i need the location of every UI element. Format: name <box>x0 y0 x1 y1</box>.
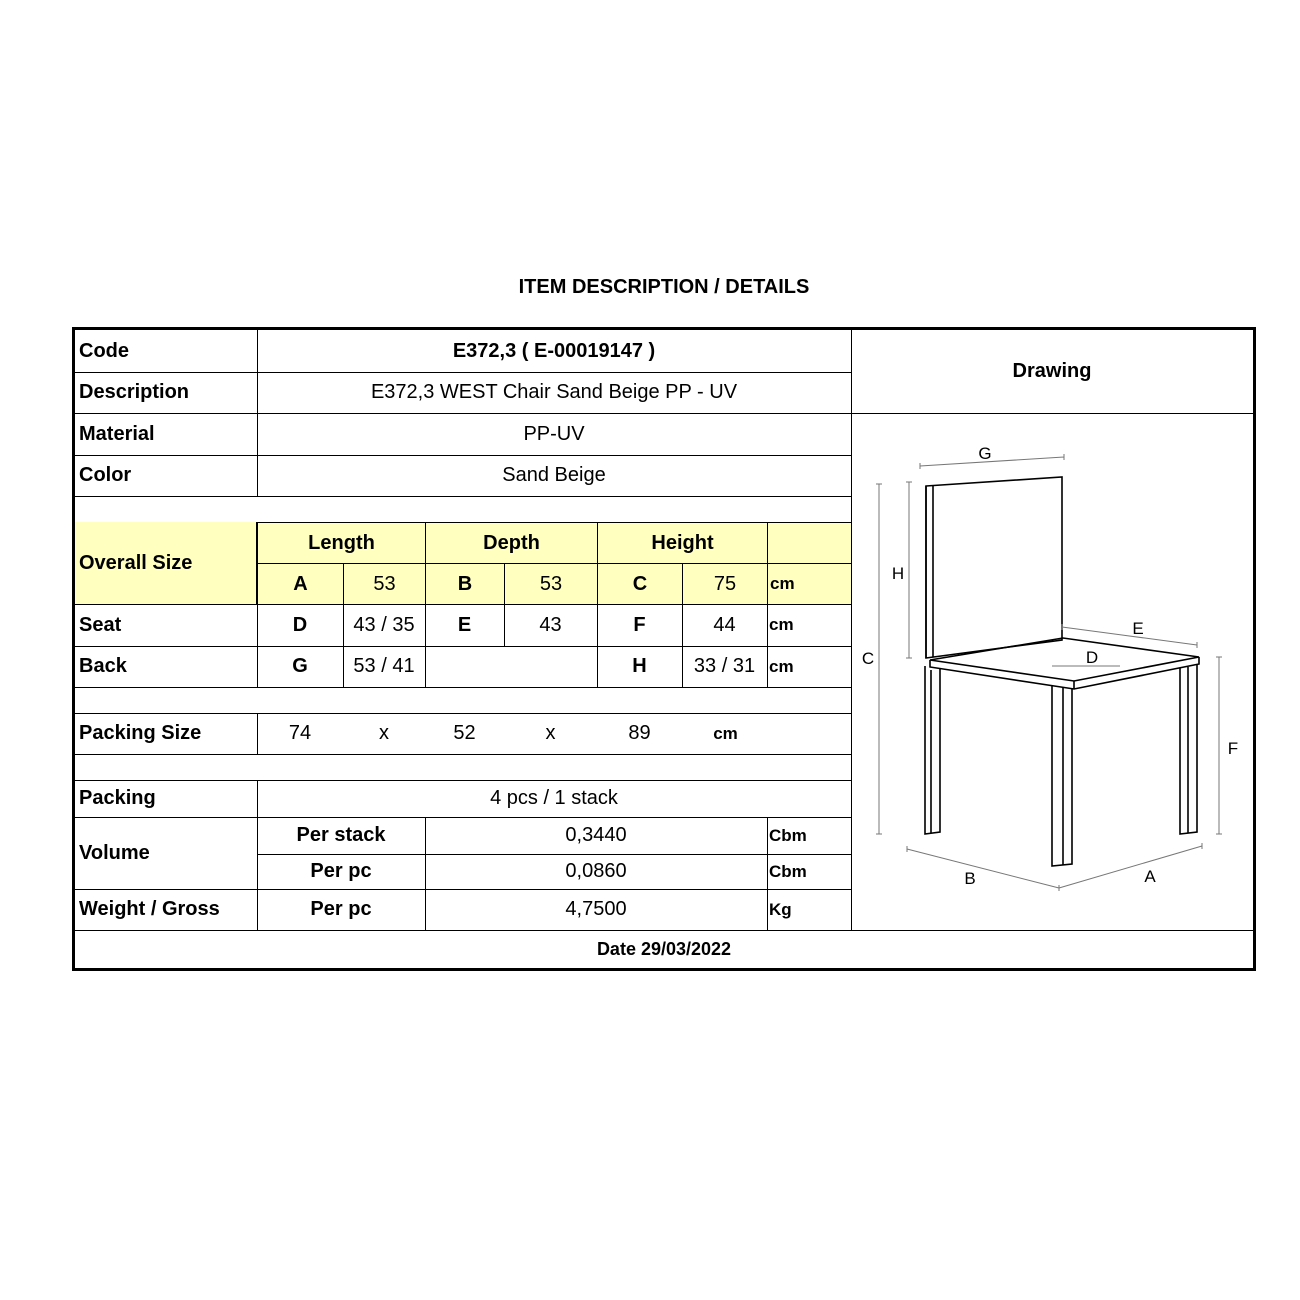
drawing-label-h: H <box>891 564 905 583</box>
dim-h-letter: H <box>632 655 647 677</box>
dim-c-letter: C <box>598 564 682 604</box>
back-label: Back <box>79 655 127 677</box>
packing-length: 74 <box>288 722 312 744</box>
weight-per-pc-label: Per pc <box>310 898 372 920</box>
dim-h-value: 33 / 31 <box>693 655 756 677</box>
dimension-line-e <box>1062 624 1197 648</box>
per-pc-unit: Cbm <box>769 861 807 881</box>
packing-x-separator: x <box>545 722 556 744</box>
overall-unit: cm <box>768 564 851 604</box>
chair-seat <box>930 638 1199 681</box>
dim-g-letter: G <box>292 655 308 677</box>
packing-x-separator: x <box>379 722 389 744</box>
material-value: PP-UV <box>523 422 585 445</box>
material-label: Material <box>79 422 155 445</box>
date-footer: Date 29/03/2022 <box>596 938 732 959</box>
weight-value: 4,7500 <box>565 898 627 920</box>
code-value: E372,3 ( E-00019147 ) <box>452 339 656 362</box>
per-pc-volume: 0,0860 <box>565 860 627 882</box>
packing-value: 4 pcs / 1 stack <box>490 787 618 809</box>
drawing-label-c: C <box>861 649 875 668</box>
dimension-line-a <box>1059 843 1202 888</box>
dim-f-value: 44 <box>713 613 736 636</box>
dim-e-value: 43 <box>539 613 562 636</box>
per-pc-label: Per pc <box>310 860 372 882</box>
dim-f-letter: F <box>633 613 646 636</box>
dim-d-value: 43 / 35 <box>353 613 415 636</box>
drawing-label-a: A <box>1144 867 1156 886</box>
seat-unit: cm <box>769 615 794 634</box>
packing-size-label: Packing Size <box>79 722 202 744</box>
drawing-label-f: F <box>1227 739 1239 758</box>
drawing-label-e: E <box>1132 619 1144 638</box>
dim-e-letter: E <box>457 613 472 636</box>
description-value: E372,3 WEST Chair Sand Beige PP - UV <box>370 381 738 403</box>
height-header: Height <box>598 523 767 563</box>
color-label: Color <box>79 464 132 486</box>
dim-b-value: 53 <box>505 564 597 604</box>
back-unit: cm <box>769 656 794 676</box>
drawing-label-d: D <box>1085 648 1099 667</box>
row-divider <box>75 687 851 688</box>
chair-backrest <box>926 477 1062 658</box>
per-stack-volume: 0,3440 <box>565 824 627 846</box>
volume-label: Volume <box>79 841 150 864</box>
code-label: Code <box>79 339 129 362</box>
dimension-line-c <box>876 484 882 834</box>
weight-label: Weight / Gross <box>79 898 220 920</box>
dim-d-letter: D <box>292 613 308 636</box>
dimension-line-h <box>906 482 912 658</box>
per-stack-unit: Cbm <box>769 825 807 845</box>
chair-drawing <box>852 414 1253 930</box>
dimension-line-f <box>1216 657 1222 834</box>
empty-header <box>768 523 851 563</box>
packing-width: 52 <box>453 722 476 744</box>
dim-b-letter: B <box>426 564 504 604</box>
row-divider <box>75 496 851 497</box>
page-title: ITEM DESCRIPTION / DETAILS <box>518 276 810 298</box>
packing-height: 89 <box>628 722 651 744</box>
overall-size-label: Overall Size <box>75 522 257 604</box>
chair-leg <box>925 666 940 834</box>
drawing-label-g: G <box>978 444 992 463</box>
per-stack-label: Per stack <box>296 824 386 846</box>
packing-size-unit: cm <box>713 723 738 743</box>
packing-label: Packing <box>79 787 156 809</box>
color-value: Sand Beige <box>502 464 606 486</box>
weight-unit: Kg <box>769 899 792 919</box>
spec-sheet <box>72 327 1256 971</box>
dim-a-letter: A <box>258 564 343 604</box>
dimension-line-g <box>920 454 1064 469</box>
drawing-label-b: B <box>964 869 976 888</box>
drawing-title: Drawing <box>1012 360 1092 382</box>
seat-label: Seat <box>79 613 122 636</box>
depth-header: Depth <box>426 523 597 563</box>
dim-a-value: 53 <box>344 564 425 604</box>
dimension-line-b <box>907 846 1059 891</box>
row-divider <box>75 754 851 755</box>
dim-c-value: 75 <box>683 564 767 604</box>
description-label: Description <box>79 381 190 403</box>
chair-leg <box>1052 686 1072 866</box>
length-header: Length <box>258 523 425 563</box>
dim-g-value: 53 / 41 <box>353 655 415 677</box>
